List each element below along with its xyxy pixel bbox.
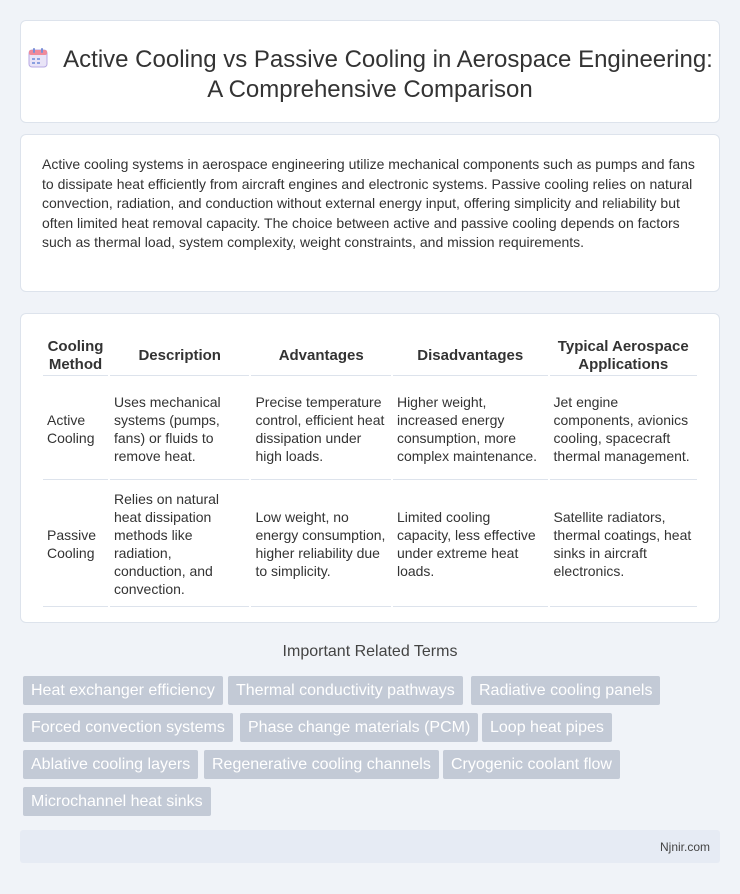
term-tag[interactable]: Regenerative cooling channels bbox=[204, 750, 439, 779]
table-row bbox=[43, 482, 697, 607]
table-card bbox=[20, 313, 720, 623]
term-tag[interactable]: Forced convection systems bbox=[23, 713, 233, 742]
header-applications: Typical Aerospace Applications bbox=[550, 336, 697, 376]
table-row bbox=[43, 378, 697, 480]
page-title-wrap bbox=[21, 45, 719, 105]
cell-description: Relies on natural heat dissipation methods like radiation, conduction, and convection. bbox=[110, 482, 249, 607]
cell-disadvantages: Higher weight, increased energy consumption, more complex maintenance. bbox=[393, 378, 548, 480]
page-title: Active Cooling vs Passive Cooling in Aerospace Engineering: A Comprehensive Comparison bbox=[63, 46, 713, 103]
related-terms-heading: Important Related Terms bbox=[282, 643, 458, 660]
header-advantages: Advantages bbox=[251, 336, 391, 376]
cell-method: Active Cooling bbox=[43, 378, 108, 480]
cell-applications: Jet engine components, avionics cooling, spacecraft thermal management. bbox=[550, 378, 697, 480]
cell-method: Passive Cooling bbox=[43, 482, 108, 607]
term-tag[interactable]: Cryogenic coolant flow bbox=[443, 750, 620, 779]
table-header-row bbox=[43, 336, 697, 376]
intro-paragraph: Active cooling systems in aerospace engineering utilize mechanical components such as pumps and fans to dissipate heat efficiently from aircraft engines and electronic systems. Passive cooling relies on natural convection, radiation, and conduction without external energy input, offering simplicity and reliability but often limited heat removal capacity. The choice between active and passive cooling depends on factors such as thermal load, system complexity, weight constraints, and mission requirements. bbox=[42, 156, 695, 251]
cell-advantages: Low weight, no energy consumption, higher reliability due to simplicity. bbox=[251, 482, 391, 607]
term-tag[interactable]: Radiative cooling panels bbox=[471, 676, 660, 705]
term-tag[interactable]: Heat exchanger efficiency bbox=[23, 676, 223, 705]
cell-advantages: Precise temperature control, efficient heat dissipation under high loads. bbox=[251, 378, 391, 480]
cell-applications: Satellite radiators, thermal coatings, heat sinks in aircraft electronics. bbox=[550, 482, 697, 607]
footer-brand[interactable]: Njnir.com bbox=[659, 840, 710, 854]
term-tag[interactable]: Loop heat pipes bbox=[482, 713, 612, 742]
comparison-table bbox=[41, 334, 699, 609]
term-tag[interactable]: Microchannel heat sinks bbox=[23, 787, 211, 816]
term-tag[interactable]: Phase change materials (PCM) bbox=[240, 713, 478, 742]
header-disadvantages: Disadvantages bbox=[393, 336, 548, 376]
term-tag[interactable]: Thermal conductivity pathways bbox=[228, 676, 463, 705]
cell-description: Uses mechanical systems (pumps, fans) or fluids to remove heat. bbox=[110, 378, 249, 480]
cell-disadvantages: Limited cooling capacity, less effective under extreme heat loads. bbox=[393, 482, 548, 607]
term-tag[interactable]: Ablative cooling layers bbox=[23, 750, 198, 779]
header-description: Description bbox=[110, 336, 249, 376]
intro-card bbox=[20, 134, 720, 292]
header-cooling-method: Cooling Method bbox=[43, 336, 108, 376]
title-card bbox=[20, 20, 720, 123]
footer bbox=[20, 830, 720, 863]
calendar-icon bbox=[27, 47, 49, 69]
